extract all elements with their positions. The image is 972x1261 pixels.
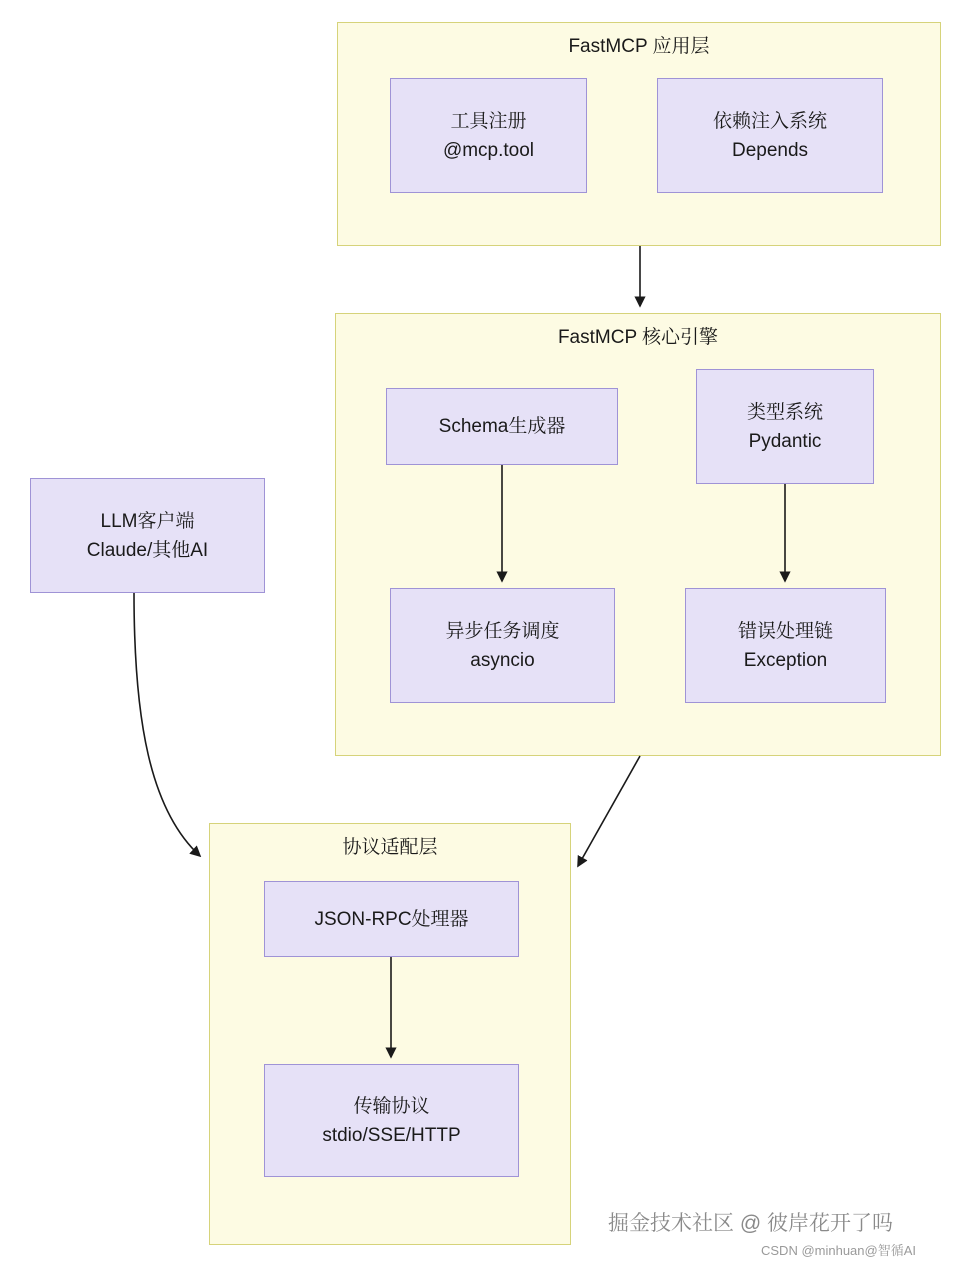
node-dependency-injection[interactable] xyxy=(657,78,883,193)
node-error-chain[interactable] xyxy=(685,588,886,703)
node-jsonrpc-handler-line1: JSON-RPC处理器 xyxy=(314,908,469,930)
node-transport-protocol-line2: stdio/SSE/HTTP xyxy=(322,1124,461,1146)
node-type-system[interactable] xyxy=(696,369,874,484)
node-schema-generator-line1: Schema生成器 xyxy=(438,416,566,437)
node-transport-protocol-line1: 传输协议 xyxy=(353,1095,430,1117)
node-llm-client-line2: Claude/其他AI xyxy=(86,539,209,561)
node-dependency-injection-line2: Depends xyxy=(731,139,809,161)
node-tool-register-line1: 工具注册 xyxy=(450,110,527,132)
node-transport-protocol[interactable] xyxy=(264,1064,519,1177)
node-error-chain-line2: Exception xyxy=(743,649,828,671)
node-llm-client-line1: LLM客户端 xyxy=(100,510,195,532)
node-async-scheduler-line1: 异步任务调度 xyxy=(445,620,560,642)
node-async-scheduler[interactable] xyxy=(390,588,615,703)
group-app-layer-title: FastMCP 应用层 xyxy=(568,36,710,57)
node-tool-register-line2: @mcp.tool xyxy=(442,139,535,161)
watermark-secondary: CSDN @minhuan@智循AI xyxy=(761,1243,916,1258)
group-protocol-adapter-title: 协议适配层 xyxy=(342,837,438,858)
node-schema-generator[interactable] xyxy=(386,388,618,465)
node-error-chain-line1: 错误处理链 xyxy=(737,620,833,642)
edge-core-to-protocol xyxy=(578,756,640,866)
watermark-primary: 掘金技术社区 @ 彼岸花开了吗 xyxy=(608,1212,893,1235)
node-llm-client[interactable] xyxy=(30,478,265,593)
node-dependency-injection-line1: 依赖注入系统 xyxy=(712,110,827,132)
node-tool-register[interactable] xyxy=(390,78,587,193)
node-type-system-line2: Pydantic xyxy=(748,430,822,452)
node-async-scheduler-line2: asyncio xyxy=(470,649,535,671)
node-type-system-line1: 类型系统 xyxy=(746,401,823,423)
group-core-engine-title: FastMCP 核心引擎 xyxy=(557,327,719,348)
edge-llm-to-protocol xyxy=(134,593,200,856)
node-jsonrpc-handler[interactable] xyxy=(264,881,519,957)
